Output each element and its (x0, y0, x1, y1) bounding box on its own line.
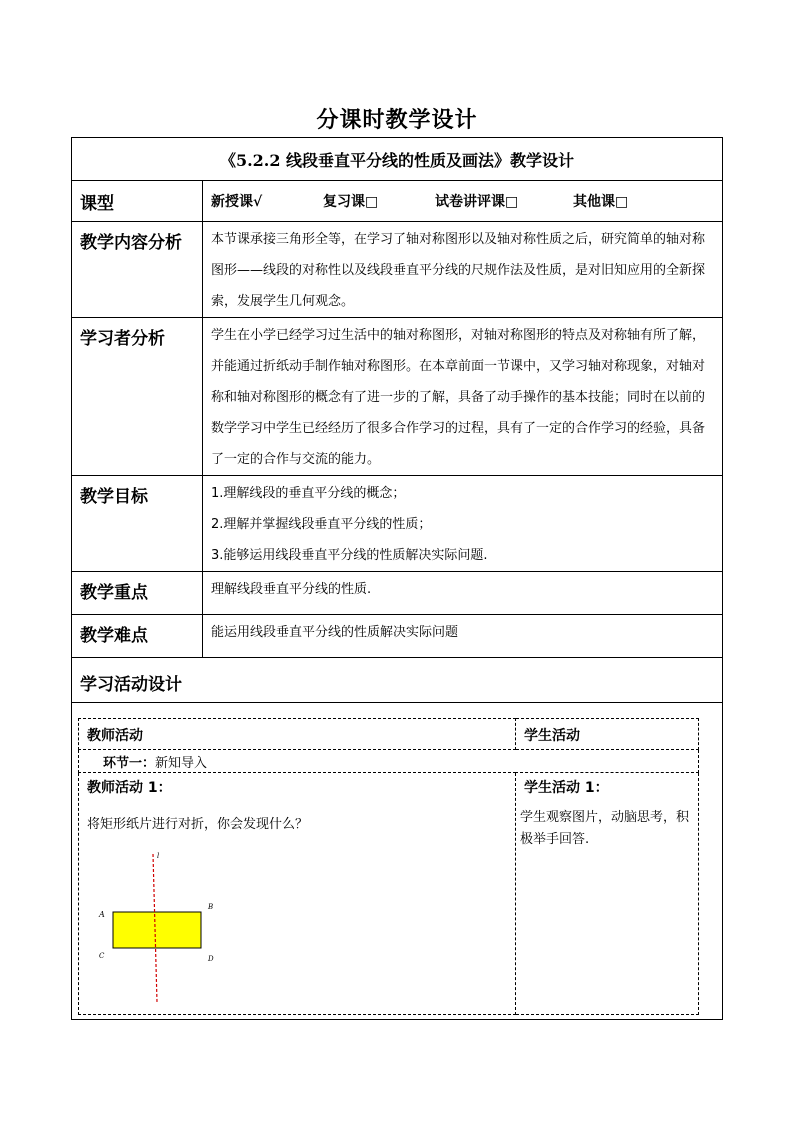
teacher-activity-header: 教师活动 (79, 719, 516, 750)
lesson-type-option-exam-review: 试卷讲评课□ (435, 194, 519, 210)
teacher-activity-title: 教师活动 1： (87, 780, 172, 796)
lesson-type-options (203, 181, 723, 222)
segment-row (79, 750, 699, 773)
key-point-label: 教学重点 (72, 572, 203, 615)
difficulty-text: 能运用线段垂直平分线的性质解决实际问题 (203, 615, 723, 658)
goals-label: 教学目标 (72, 476, 203, 572)
student-activity-cell (516, 773, 699, 1015)
activity-table (78, 718, 699, 1015)
student-activity-header: 学生活动 (516, 719, 699, 750)
segment-name: 新知导入 (155, 755, 208, 771)
point-d-label: D (208, 955, 214, 963)
point-a-label: A (99, 910, 105, 919)
lesson-type-option-review: 复习课□ (323, 194, 379, 210)
content-analysis-text: 本节课承接三角形全等，在学习了轴对称图形以及轴对称性质之后，研究简单的轴对称图形——线段的对称性以及线段垂直平分线的尺规作法及性质，是对旧知应用的全新探索，发展学生几何观念。 (203, 222, 723, 318)
point-c-label: C (99, 952, 105, 960)
goals-list (203, 476, 723, 572)
goal-item: 1.理解线段的垂直平分线的概念； (211, 486, 406, 501)
content-analysis-label: 教学内容分析 (72, 222, 203, 318)
yellow-rectangle (113, 912, 201, 948)
goal-item: 3.能够运用线段垂直平分线的性质解决实际问题. (211, 548, 488, 563)
student-activity-title: 学生活动 1： (524, 780, 609, 796)
document-title: 分课时教学设计 (316, 107, 478, 133)
student-activity-text: 学生观察图片，动脑思考，积极举手回答. (520, 810, 690, 847)
line-label: l (157, 852, 160, 860)
teacher-activity-cell (79, 773, 516, 1015)
folding-figure (87, 846, 287, 1006)
learner-analysis-text: 学生在小学已经学习过生活中的轴对称图形，对轴对称图形的特点及对称轴有所了解，并能通过折纸动手制作轴对称图形。在本章前面一节课中，又学习轴对称现象，对轴对称和轴对称图形的概念有了进一步的了解，具备了动手操作的基本技能；同时在以前的数学学习中学生已经经历了很多合作学习的过程，具有了一定的合作学习的经验，具备了一定的合作与交流的能力。 (203, 318, 723, 476)
rectangle-fold-diagram (87, 846, 287, 1006)
lesson-type-option-other: 其他课□ (573, 194, 629, 210)
design-title: 《5.2.2 线段垂直平分线的性质及画法》教学设计 (72, 138, 723, 181)
learner-analysis-label: 学习者分析 (72, 318, 203, 476)
point-b-label: B (208, 903, 214, 911)
segment-label: 环节一： (103, 755, 156, 771)
difficulty-label: 教学难点 (72, 615, 203, 658)
activity-table-wrapper (78, 718, 698, 1015)
lesson-type-option-new: 新授课√ (211, 194, 263, 210)
teacher-activity-text: 将矩形纸片进行对折，你会发现什么？ (87, 817, 309, 832)
activity-design-label: 学习活动设计 (72, 658, 723, 703)
goal-item: 2.理解并掌握线段垂直平分线的性质； (211, 517, 432, 532)
lesson-type-label: 课型 (72, 181, 203, 222)
key-point-text: 理解线段垂直平分线的性质. (203, 572, 723, 615)
